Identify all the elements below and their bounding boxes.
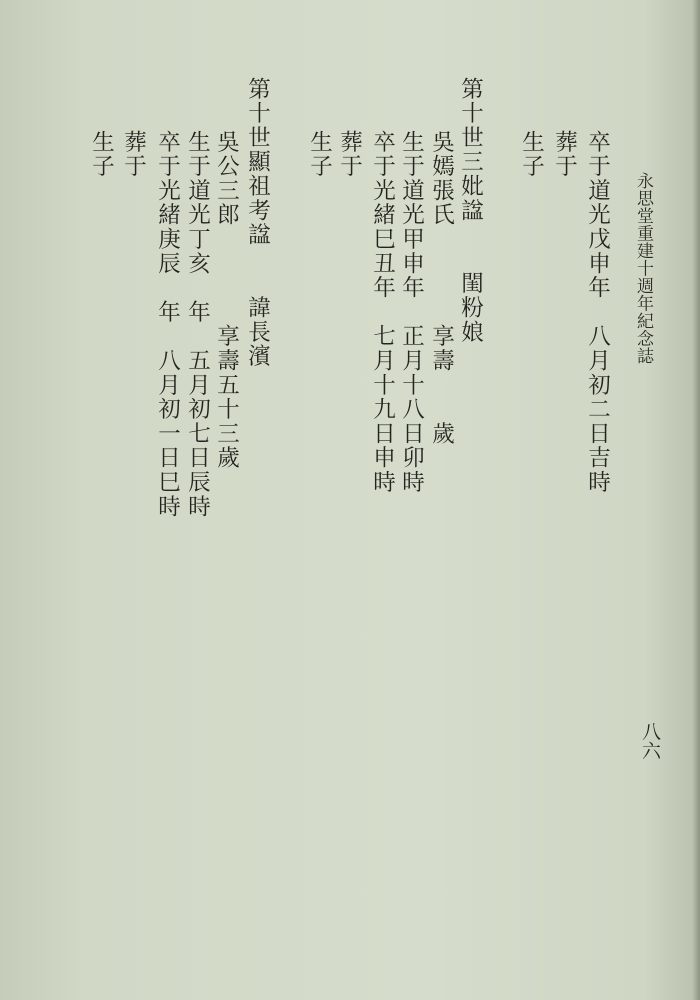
record-column-3: 生子 [518, 130, 545, 179]
record-column-7: 卒于光緒巳丑年 七月十九日申時 [369, 130, 396, 495]
page-edge-shadow [692, 0, 700, 1000]
record-column-4: 第十世三妣諡 閨粉娘 [457, 77, 484, 345]
record-column-12: 生于道光丁亥 年 五月初七日辰時 [184, 130, 211, 519]
record-column-10: 第十世顯祖考諡 諱長濱 [244, 77, 271, 369]
record-column-11: 吳公三郎 享壽五十三歲 [213, 130, 240, 471]
record-column-6: 生于道光甲申年 正月十八日卯時 [398, 130, 425, 495]
page-number: 八六 [639, 722, 661, 760]
record-column-15: 生子 [88, 130, 115, 179]
record-column-13: 卒于光緒庚辰 年 八月初一日巳時 [154, 130, 181, 519]
record-column-2: 葬于 [551, 130, 578, 179]
record-column-1: 卒于道光戊申年 八月初二日吉時 [584, 130, 611, 495]
record-column-8: 葬于 [336, 130, 363, 179]
record-column-5: 吳嫣張氏 享壽 歲 [428, 130, 455, 446]
record-column-9: 生子 [306, 130, 333, 179]
record-column-14: 葬于 [120, 130, 147, 179]
book-title-header: 永思堂重建十週年紀念誌 [633, 172, 653, 365]
